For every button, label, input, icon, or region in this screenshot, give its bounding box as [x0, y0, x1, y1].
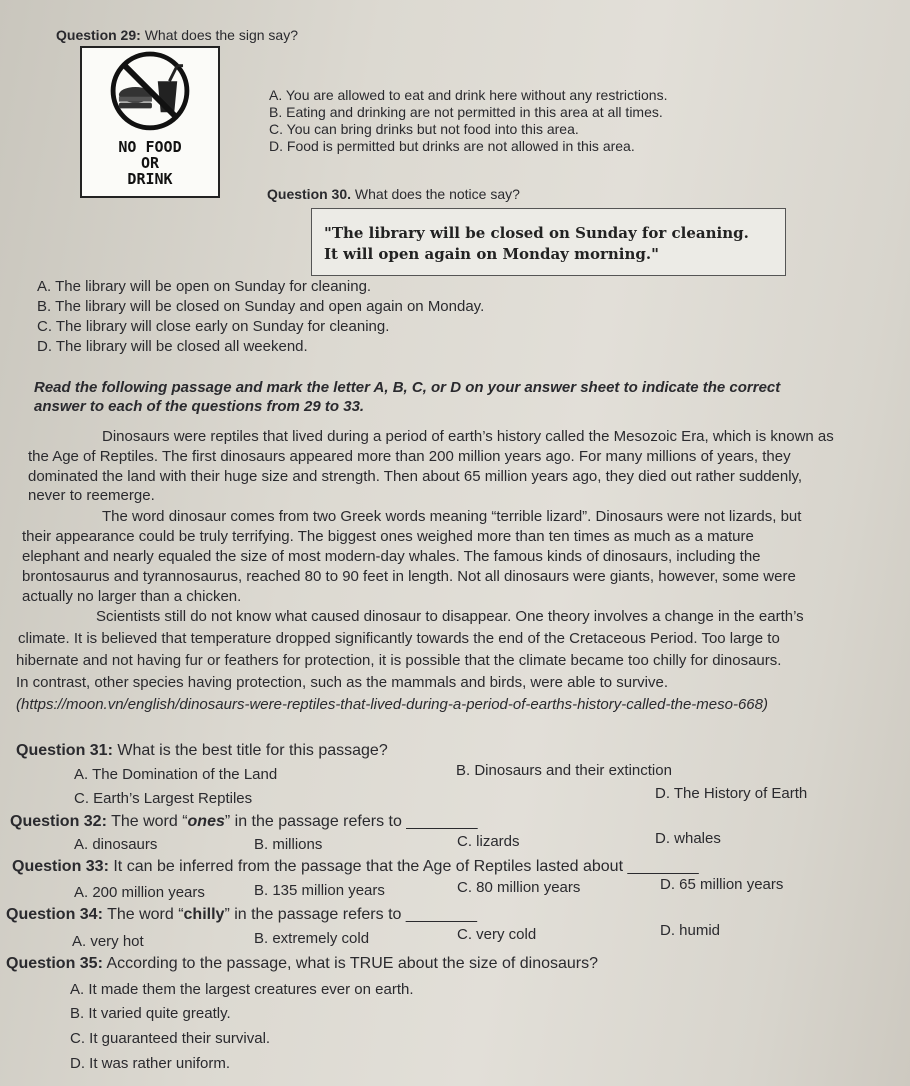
question-29-heading	[56, 27, 298, 43]
question-32-text-pre: The word “	[111, 813, 188, 830]
question-30-text: What does the notice say?	[354, 186, 520, 202]
q30-option-d[interactable]: D. The library will be closed all weekend.	[37, 338, 308, 355]
question-33-heading	[12, 858, 699, 876]
sign-line-1: NO FOOD	[118, 138, 182, 156]
sign-line-3: DRINK	[127, 170, 173, 188]
q33-option-d[interactable]: D. 65 million years	[660, 876, 784, 893]
q35-option-d[interactable]: D. It was rather uniform.	[70, 1055, 231, 1072]
question-34-text-pre: The word “	[107, 906, 184, 923]
q35-option-c[interactable]: C. It guaranteed their survival.	[70, 1030, 271, 1047]
q30-option-c[interactable]: C. The library will close early on Sunday for cleaning.	[37, 318, 390, 335]
question-33-text: It can be inferred from the passage that the Age of Reptiles lasted about ________	[113, 858, 699, 875]
q31-option-b[interactable]: B. Dinosaurs and their extinction	[456, 762, 672, 779]
notice-line-2: It will open again on Monday morning."	[324, 245, 659, 263]
instructions-line-2: answer to each of the questions from 29 to 33.	[34, 398, 365, 415]
passage-p3-line-2: climate. It is believed that temperature dropped significantly towards the end of the Cretaceous Period. Too large to	[18, 630, 780, 647]
passage-p1-line-1: Dinosaurs were reptiles that lived during a period of earth’s history called the Mesozoic Era, which is known as	[102, 428, 834, 445]
no-food-sign	[80, 46, 220, 198]
q33-option-b[interactable]: B. 135 million years	[254, 882, 385, 899]
question-30-label: Question 30.	[267, 186, 352, 202]
question-34-text-post: ” in the passage refers to ________	[224, 906, 478, 923]
question-29-text: What does the sign say?	[144, 27, 298, 43]
passage-p2-line-5: actually no larger than a chicken.	[22, 588, 242, 605]
library-notice	[311, 208, 786, 276]
passage-source-url: (https://moon.vn/english/dinosaurs-were-reptiles-that-lived-during-a-period-of-earths-history-called-the-meso-668)	[16, 696, 768, 713]
passage-p1-line-4: never to reemerge.	[28, 487, 155, 504]
question-34-heading	[6, 906, 477, 924]
sign-line-2: OR	[140, 154, 160, 172]
q31-option-d[interactable]: D. The History of Earth	[655, 785, 808, 802]
passage-p3-line-4: In contrast, other species having protection, such as the mammals and birds, were able to survive.	[16, 674, 668, 691]
question-31-label: Question 31:	[16, 742, 113, 759]
q30-option-b[interactable]: B. The library will be closed on Sunday and open again on Monday.	[37, 298, 485, 315]
q32-option-b[interactable]: B. millions	[254, 836, 323, 853]
q31-option-a[interactable]: A. The Domination of the Land	[74, 766, 278, 783]
q34-option-a[interactable]: A. very hot	[72, 933, 144, 950]
q33-option-a[interactable]: A. 200 million years	[74, 884, 205, 901]
q31-option-c[interactable]: C. Earth’s Largest Reptiles	[74, 790, 253, 807]
q29-option-a[interactable]: A. You are allowed to eat and drink here without any restrictions.	[269, 87, 668, 103]
question-34-word: chilly	[183, 906, 225, 923]
question-32-text-post: ” in the passage refers to ________	[224, 813, 478, 830]
q29-option-b[interactable]: B. Eating and drinking are not permitted in this area at all times.	[269, 104, 663, 120]
notice-line-1: "The library will be closed on Sunday for cleaning.	[324, 224, 749, 242]
q35-option-b[interactable]: B. It varied quite greatly.	[70, 1005, 231, 1022]
passage-p2-line-4: brontosaurus and tyrannosaurus, reached 80 to 90 feet in length. Not all dinosaurs were giants, however, some were	[22, 568, 796, 585]
passage-p1-line-2: the Age of Reptiles. The first dinosaurs appeared more than 200 million years ago. For many millions of years, they	[28, 448, 791, 465]
q34-option-d[interactable]: D. humid	[660, 922, 721, 939]
q34-option-b[interactable]: B. extremely cold	[254, 930, 370, 947]
question-32-heading	[10, 813, 478, 831]
q29-option-d[interactable]: D. Food is permitted but drinks are not allowed in this area.	[269, 138, 635, 154]
instructions-line-1: Read the following passage and mark the letter A, B, C, or D on your answer sheet to indicate the correct	[34, 379, 781, 396]
passage-p2-line-1: The word dinosaur comes from two Greek words meaning “terrible lizard”. Dinosaurs were not lizards, but	[102, 508, 802, 525]
q32-option-d[interactable]: D. whales	[655, 830, 721, 847]
question-31-heading	[16, 742, 388, 760]
q34-option-c[interactable]: C. very cold	[457, 926, 537, 943]
passage-p3-line-3: hibernate and not having fur or feathers for protection, it is possible that the climate became too chilly for dinosaurs.	[16, 652, 782, 669]
passage-p2-line-2: their appearance could be truly terrifying. The biggest ones weighed more than ten times as much as a mature	[22, 528, 754, 545]
q32-option-c[interactable]: C. lizards	[457, 833, 520, 850]
question-35-label: Question 35:	[6, 955, 103, 972]
q30-option-a[interactable]: A. The library will be open on Sunday for cleaning.	[37, 278, 372, 295]
question-32-word: ones	[187, 813, 225, 830]
question-35-heading	[6, 955, 598, 973]
q33-option-c[interactable]: C. 80 million years	[457, 879, 581, 896]
question-29-label: Question 29:	[56, 27, 141, 43]
q32-option-a[interactable]: A. dinosaurs	[74, 836, 158, 853]
question-30-heading	[267, 186, 520, 202]
passage-p2-line-3: elephant and nearly equaled the size of most modern-day whales. The famous kinds of dinosaurs, including the	[22, 548, 761, 565]
q35-option-a[interactable]: A. It made them the largest creatures ever on earth.	[70, 981, 414, 998]
question-33-label: Question 33:	[12, 858, 109, 875]
question-32-label: Question 32:	[10, 813, 107, 830]
question-34-label: Question 34:	[6, 906, 103, 923]
question-31-text: What is the best title for this passage?	[117, 742, 388, 759]
passage-p1-line-3: dominated the land with their huge size and strength. Then about 65 million years ago, they died out rather suddenly,	[28, 468, 803, 485]
question-35-text: According to the passage, what is TRUE about the size of dinosaurs?	[106, 955, 599, 972]
passage-p3-line-1: Scientists still do not know what caused dinosaur to disappear. One theory involves a change in the earth’s	[96, 608, 804, 625]
q29-option-c[interactable]: C. You can bring drinks but not food into this area.	[269, 121, 579, 137]
